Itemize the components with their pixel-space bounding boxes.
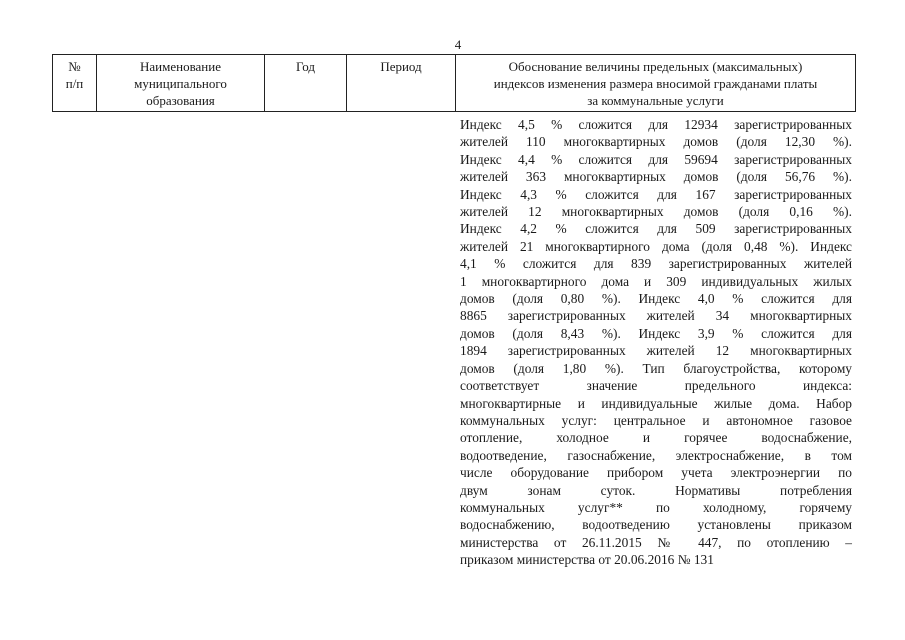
header-number-line: № xyxy=(68,59,81,74)
header-period-line: Период xyxy=(380,59,422,74)
header-number-line: п/п xyxy=(65,76,84,91)
text-line: Индекс 4,3 % сложится для 167 зарегистрированных xyxy=(460,186,852,202)
text-line: многоквартирные и индивидуальные жилые дома. Набор xyxy=(460,395,852,411)
text-line: коммунальных услуг: центральное и автономное газовое xyxy=(460,412,852,428)
justification-text xyxy=(460,116,852,569)
text-line: жителей 21 многоквартирного дома (доля 0,48 %). Индекс xyxy=(460,238,852,254)
text-line: жителей 363 многоквартирных домов (доля 56,76 %). xyxy=(460,169,852,185)
header-municipality-line: образования xyxy=(146,93,215,108)
text-line: министерства от 26.11.2015 № 447, по отоплению – xyxy=(460,534,852,550)
text-line: домов (доля 0,80 %). Индекс 4,0 % сложится для xyxy=(460,291,852,307)
column-divider xyxy=(855,54,856,112)
header-municipality xyxy=(97,58,264,109)
header-year xyxy=(265,58,346,75)
text-line: двум зонам суток. Нормативы потребления xyxy=(460,482,852,498)
text-line: 1 многоквартирного дома и 309 индивидуальных жилых xyxy=(460,273,852,289)
text-line: отопление, холодное и горячее водоснабжение, xyxy=(460,430,852,446)
text-line: домов (доля 1,80 %). Тип благоустройства, которому xyxy=(460,360,852,376)
text-line: домов (доля 8,43 %). Индекс 3,9 % сложится для xyxy=(460,325,852,341)
table-top-border xyxy=(52,54,856,55)
text-line: Индекс 4,2 % сложится для 509 зарегистрированных xyxy=(460,221,852,237)
header-number xyxy=(53,58,96,92)
page-number: 4 xyxy=(454,37,462,52)
text-line: приказом министерства от 20.06.2016 № 131 xyxy=(460,552,714,568)
text-line: жителей 12 многоквартирных домов (доля 0,16 %). xyxy=(460,204,852,220)
text-line: соответствует значение предельного индекса: xyxy=(460,378,852,394)
text-line: Индекс 4,5 % сложится для 12934 зарегистрированных xyxy=(460,117,852,132)
header-municipality-line: муниципального xyxy=(134,76,227,91)
table-header-bottom-border xyxy=(52,111,856,112)
header-justification-line: Обоснование величины предельных (максимальных) xyxy=(508,59,803,74)
header-justification-line: за коммунальные услуги xyxy=(587,93,724,108)
header-justification xyxy=(456,58,855,109)
text-line: водоснабжению, водоотведению установлены приказом xyxy=(460,517,852,533)
header-year-line: Год xyxy=(295,59,316,74)
header-period xyxy=(347,58,455,75)
text-line: 1894 зарегистрированных жителей 12 многоквартирных xyxy=(460,343,852,359)
text-line: 4,1 % сложится для 839 зарегистрированных жителей xyxy=(460,256,852,272)
header-municipality-line: Наименование xyxy=(140,59,221,74)
text-line: водоотведение, газоснабжение, электроснабжение, в том xyxy=(460,447,852,463)
text-line: Индекс 4,4 % сложится для 59694 зарегистрированных xyxy=(460,151,852,167)
text-line: 8865 зарегистрированных жителей 34 многоквартирных xyxy=(460,308,852,324)
text-line: числе оборудование прибором учета электроэнергии по xyxy=(460,465,852,481)
text-line: жителей 110 многоквартирных домов (доля 12,30 %). xyxy=(460,134,852,150)
text-line: коммунальных услуг** по холодному, горячему xyxy=(460,499,852,515)
header-justification-line: индексов изменения размера вносимой гражданами платы xyxy=(493,76,818,91)
